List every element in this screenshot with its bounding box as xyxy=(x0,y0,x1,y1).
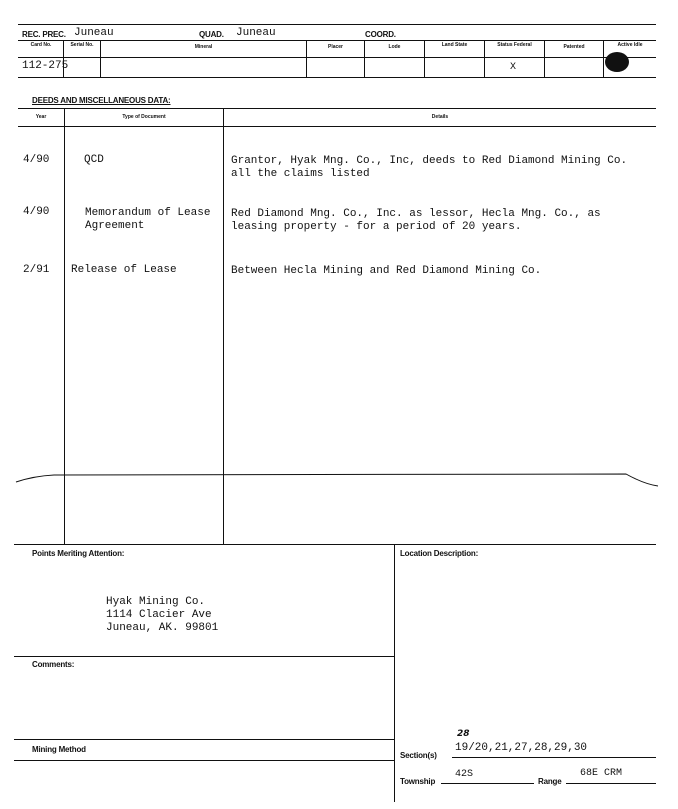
deeds-header-rule xyxy=(18,126,656,127)
deeds-bottom-rule xyxy=(14,544,656,545)
deed-year: 4/90 xyxy=(23,206,50,218)
top-rule xyxy=(18,24,656,25)
col-card-no: Card No. xyxy=(30,42,52,48)
sections-underline xyxy=(452,757,656,758)
township-value: 42S xyxy=(455,769,474,780)
sections-value: 19/20,21,27,28,29,30 xyxy=(455,742,588,754)
quad-label: QUAD. xyxy=(199,30,224,39)
comments-label: Comments: xyxy=(32,660,75,669)
sections-label: Section(s) xyxy=(400,751,437,760)
rec-prec-value: Juneau xyxy=(74,27,114,39)
township-underline xyxy=(441,783,534,784)
deed-details: Red Diamond Mng. Co., Inc. as lessor, Hecla Mng. Co., as leasing property - for a period of 20 years. xyxy=(231,208,601,233)
sections-handwritten: 28 xyxy=(457,729,470,739)
range-value: 68E CRM xyxy=(580,768,623,779)
table-top-rule xyxy=(18,40,656,41)
deeds-section-title: DEEDS AND MISCELLANEOUS DATA: xyxy=(32,96,171,105)
quad-value: Juneau xyxy=(236,27,276,39)
deed-type: Memorandum of Lease Agreement xyxy=(85,207,211,232)
col-active-idle: Active Idle xyxy=(617,42,643,48)
lower-divider xyxy=(394,544,395,802)
page-fold-curve xyxy=(14,468,660,490)
rec-prec-label: REC. PREC. xyxy=(22,30,66,39)
mining-method-bottom-rule xyxy=(14,760,394,761)
deeds-col-year: Year xyxy=(35,114,47,120)
points-address: Hyak Mining Co. 1114 Clacier Ave Juneau, AK. 99801 xyxy=(106,596,219,634)
deeds-col-details: Details xyxy=(431,114,449,120)
status-federal-mark: X xyxy=(510,62,517,73)
deed-details: Grantor, Hyak Mng. Co., Inc, deeds to Red Diamond Mining Co. all the claims listed xyxy=(231,155,628,180)
col-lode: Lode xyxy=(388,44,401,50)
comments-rule xyxy=(14,656,394,657)
deed-year: 4/90 xyxy=(23,154,50,166)
col-patented: Patented xyxy=(563,44,585,50)
col-serial-no: Serial No. xyxy=(70,42,94,48)
location-label: Location Description: xyxy=(400,549,479,558)
col-mineral: Mineral xyxy=(194,44,213,50)
mining-method-rule xyxy=(14,739,394,740)
points-label: Points Meriting Attention: xyxy=(32,549,125,558)
coord-label: COORD. xyxy=(365,30,396,39)
deed-type: QCD xyxy=(84,154,104,166)
township-label: Township xyxy=(400,777,436,786)
col-land-state: Land State xyxy=(441,42,468,48)
range-label: Range xyxy=(538,777,562,786)
range-underline xyxy=(566,783,656,784)
mining-method-label: Mining Method xyxy=(32,745,86,754)
deeds-top-rule xyxy=(18,108,656,109)
deeds-col-type: Type of Document xyxy=(122,114,166,120)
deed-details: Between Hecla Mining and Red Diamond Mining Co. xyxy=(231,265,542,277)
col-status-federal: Status Federal xyxy=(497,42,532,48)
table-bottom-rule xyxy=(18,77,656,78)
table-header-rule xyxy=(18,57,656,58)
active-dot xyxy=(605,52,629,72)
deed-type: Release of Lease xyxy=(71,264,177,276)
col-placer: Placer xyxy=(327,44,343,50)
card-no-value: 112-275 xyxy=(22,60,69,72)
deed-year: 2/91 xyxy=(23,264,50,276)
